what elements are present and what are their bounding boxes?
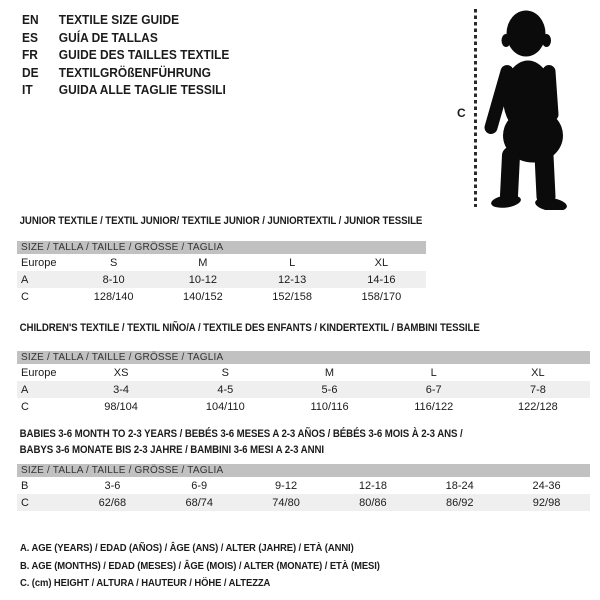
table-row <box>17 364 590 381</box>
section-heading-junior <box>17 213 478 229</box>
table-cell: XS <box>113 366 129 379</box>
row-label: C <box>21 496 29 509</box>
row-label: A <box>21 273 29 286</box>
language-title: GUIDA ALLE TAGLIE TESSILI <box>58 82 226 98</box>
size-table-header-bar: SIZE / TALLA / TAILLE / GRÖSSE / TAGLIA <box>17 241 426 254</box>
table-cell: XL <box>374 256 389 269</box>
table-cell: 7-8 <box>529 383 546 396</box>
language-title: GUIDE DES TAILLES TEXTILE <box>58 47 230 63</box>
table-cell: 24-36 <box>532 479 561 492</box>
table-cell: 6-7 <box>425 383 442 396</box>
height-measure-label: C <box>457 106 466 120</box>
table-cell: 9-12 <box>275 479 298 492</box>
section-children <box>17 320 590 415</box>
language-row <box>22 81 229 99</box>
size-table-header-bar: SIZE / TALLA / TAILLE / GRÖSSE / TAGLIA <box>17 464 590 477</box>
table-row <box>17 494 590 511</box>
language-code: DE <box>22 64 39 80</box>
table-cell: 10-12 <box>188 273 217 286</box>
table-cell: L <box>289 256 296 269</box>
language-code: ES <box>22 29 38 45</box>
table-cell: M <box>324 366 335 379</box>
table-cell: 152/158 <box>272 290 312 303</box>
size-table-junior <box>17 241 426 305</box>
table-cell: 140/152 <box>182 290 223 303</box>
table-cell: 3-4 <box>113 383 130 396</box>
table-row <box>17 254 426 271</box>
table-cell: 86/92 <box>445 496 474 509</box>
table-cell: 110/116 <box>310 400 349 413</box>
table-cell: 14-16 <box>367 273 396 286</box>
language-code: IT <box>22 82 33 98</box>
section-heading-line: JUNIOR TEXTILE / TEXTIL JUNIOR/ TEXTILE JUNIOR / JUNIORTEXTIL / JUNIOR TESSILE <box>19 215 423 227</box>
section-heading-line: BABIES 3-6 MONTH TO 2-3 YEARS / BEBÉS 3-6 MESES A 2-3 AÑOS / BÉBÉS 3-6 MOIS À 2-3 ANS / <box>19 428 463 440</box>
language-title-list <box>22 11 247 99</box>
footnote: B. AGE (MONTHS) / EDAD (MESES) / ÂGE (MOIS) / ALTER (MONATE) / ETÀ (MESI) <box>20 559 380 572</box>
language-row <box>22 46 229 64</box>
table-row <box>17 288 426 305</box>
section-junior <box>17 213 478 305</box>
size-table-babies <box>17 464 590 511</box>
table-cell: 128/140 <box>93 290 134 303</box>
size-table-children <box>17 351 590 415</box>
table-cell: 4-5 <box>217 383 234 396</box>
language-title: GUÍA DE TALLAS <box>58 29 158 45</box>
section-heading-babies <box>17 426 590 458</box>
row-label: C <box>21 400 29 413</box>
table-cell: 62/68 <box>98 496 127 509</box>
footnotes-list <box>20 540 420 593</box>
table-cell: 74/80 <box>272 496 300 509</box>
section-babies <box>17 426 590 511</box>
row-label: C <box>21 290 29 303</box>
row-label: A <box>21 383 29 396</box>
table-cell: 5-6 <box>321 383 338 396</box>
table-cell: 18-24 <box>445 479 474 492</box>
footnote: A. AGE (YEARS) / EDAD (AÑOS) / ÂGE (ANS) / ALTER (JAHRE) / ETÀ (ANNI) <box>20 542 354 554</box>
section-heading-line: BABYS 3-6 MONATE BIS 2-3 JAHRE / BAMBINI 3-6 MESI A 2-3 ANNI <box>19 444 324 456</box>
table-cell: 98/104 <box>104 400 138 413</box>
table-row <box>17 477 590 494</box>
language-row <box>22 29 229 47</box>
height-measure-dashed-line <box>474 9 477 207</box>
table-cell: 122/128 <box>518 400 558 413</box>
table-cell: XL <box>531 366 545 379</box>
table-row <box>17 381 590 398</box>
table-cell: 80/86 <box>359 496 387 509</box>
table-cell: 12-18 <box>358 479 387 492</box>
table-cell: 8-10 <box>102 273 125 286</box>
size-table-header-bar: SIZE / TALLA / TAILLE / GRÖSSE / TAGLIA <box>17 351 590 364</box>
language-row <box>22 64 229 82</box>
table-cell: 92/98 <box>532 496 561 509</box>
table-cell: S <box>221 366 229 379</box>
section-heading-children <box>17 320 590 336</box>
table-cell: 158/170 <box>361 290 402 303</box>
table-cell: 12-13 <box>278 273 307 286</box>
table-row <box>17 398 590 415</box>
language-title: TEXTILE SIZE GUIDE <box>58 12 180 28</box>
table-cell: L <box>430 366 437 379</box>
toddler-silhouette-icon <box>482 9 578 210</box>
table-cell: 3-6 <box>104 479 121 492</box>
table-cell: S <box>109 256 118 269</box>
table-cell: 116/122 <box>414 400 454 413</box>
row-label: Europe <box>21 366 57 379</box>
language-code: EN <box>22 12 39 28</box>
table-cell: M <box>198 256 208 269</box>
row-label: B <box>21 479 29 492</box>
table-row <box>17 271 426 288</box>
table-cell: 6-9 <box>191 479 208 492</box>
language-code: FR <box>22 47 38 63</box>
table-cell: 104/110 <box>205 400 245 413</box>
footnote: C. (cm) HEIGHT / ALTURA / HAUTEUR / HÖHE / ALTEZZA <box>20 577 271 589</box>
language-row <box>22 11 229 29</box>
table-cell: 68/74 <box>185 496 213 509</box>
row-label: Europe <box>21 256 57 269</box>
language-title: TEXTILGRÖßENFÜHRUNG <box>58 64 211 80</box>
section-heading-line: CHILDREN'S TEXTILE / TEXTIL NIÑO/A / TEXTILE DES ENFANTS / KINDERTEXTIL / BAMBINI TESSILE <box>19 322 480 334</box>
